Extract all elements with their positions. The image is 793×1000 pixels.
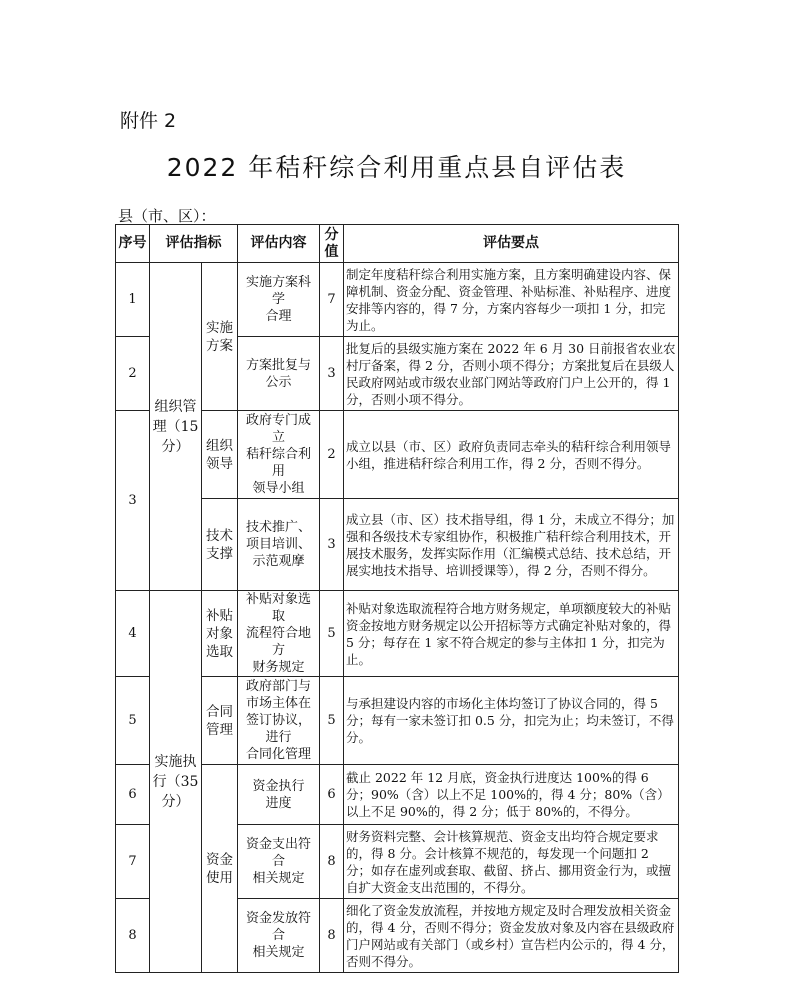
subcategory-plan: 实施方案 bbox=[202, 263, 238, 411]
row-requirement: 成立县（市、区）技术指导组，得 1 分，未成立不得分；加强和各级技术专家组协作，积极推广秸秆综合利用技术，开展技术服务，发挥实际作用（汇编模式总结、技术总结，开展实地技术指导、培训授课等），得 2 分，否则不得分。 bbox=[344, 499, 679, 591]
content-line: 合理 bbox=[265, 309, 292, 324]
content-line: 方案批复与 bbox=[245, 357, 311, 373]
content-line: 实施方案科学 bbox=[245, 275, 311, 307]
content-line: 签订协议，进行 bbox=[245, 713, 311, 745]
header-indicator: 评估指标 bbox=[150, 225, 238, 263]
content-line: 示范观摩 bbox=[252, 554, 305, 569]
row-seq: 4 bbox=[116, 591, 150, 677]
document-title: 2022 年秸秆综合利用重点县自评估表 bbox=[166, 153, 627, 182]
row-seq: 6 bbox=[116, 765, 150, 825]
row-content bbox=[238, 677, 320, 765]
row-seq: 7 bbox=[116, 825, 150, 899]
row-requirement: 批复后的县级实施方案在 2022 年 6 月 30 日前报省农业农村厅备案，得 2 分，否则小项不得分；方案批复后在县级人民政府网站或市级农业部门网站等政府门户上公开的，得 1 分，否则小项不得分。 bbox=[344, 337, 679, 411]
row-content bbox=[238, 337, 320, 411]
row-seq: 5 bbox=[116, 677, 150, 765]
header-content: 评估内容 bbox=[238, 225, 320, 263]
subcategory-contract: 合同管理 bbox=[202, 677, 238, 765]
content-line: 领导小组 bbox=[252, 481, 305, 496]
row-score: 7 bbox=[320, 263, 344, 337]
row-content bbox=[238, 411, 320, 499]
row-content bbox=[238, 591, 320, 677]
content-line: 合同化管理 bbox=[245, 747, 311, 762]
table-row bbox=[116, 591, 679, 677]
content-line: 项目培训、 bbox=[245, 537, 311, 552]
subcategory-fund: 资金使用 bbox=[202, 765, 238, 973]
row-requirement: 财务资料完整、会计核算规范、资金支出均符合规定要求的，得 8 分。会计核算不规范的，每发现一个问题扣 2 分；如存在虚列或套取、截留、挤占、挪用资金行为，或擅自扩大资金支出范围的，不得分。 bbox=[344, 825, 679, 899]
content-line: 补贴对象选取 bbox=[245, 592, 311, 624]
content-line: 资金支出符合 bbox=[245, 837, 311, 869]
subcategory-lead: 组织领导 bbox=[202, 411, 238, 499]
content-line: 政府部门与 bbox=[245, 679, 311, 694]
header-seq: 序号 bbox=[116, 225, 150, 263]
content-line: 进度 bbox=[265, 795, 292, 811]
content-line: 财务规定 bbox=[252, 660, 305, 675]
row-score: 8 bbox=[320, 899, 344, 973]
content-line: 相关规定 bbox=[252, 871, 305, 886]
content-line: 相关规定 bbox=[252, 945, 305, 960]
row-content bbox=[238, 263, 320, 337]
evaluation-table bbox=[115, 224, 679, 973]
row-content bbox=[238, 825, 320, 899]
content-line: 技术推广、 bbox=[245, 520, 311, 535]
row-seq: 3 bbox=[116, 411, 150, 591]
row-requirement: 补贴对象选取流程符合地方财务规定，单项额度较大的补贴资金按地方财务规定以公开招标等方式确定补贴对象的，得 5 分；每存在 1 家不符合规定的参与主体扣 1 分，扣完为止。 bbox=[344, 591, 679, 677]
row-score: 5 bbox=[320, 591, 344, 677]
content-line: 资金发放符合 bbox=[245, 911, 311, 943]
row-content bbox=[238, 499, 320, 591]
row-score: 8 bbox=[320, 825, 344, 899]
row-content bbox=[238, 899, 320, 973]
subcategory-tech: 技术支撑 bbox=[202, 499, 238, 591]
content-line: 秸秆综合利用 bbox=[245, 447, 311, 479]
row-seq: 2 bbox=[116, 337, 150, 411]
row-score: 5 bbox=[320, 677, 344, 765]
content-line: 流程符合地方 bbox=[245, 626, 311, 658]
subcategory-subsidy: 补贴对象选取 bbox=[202, 591, 238, 677]
table-row bbox=[116, 263, 679, 337]
row-seq: 8 bbox=[116, 899, 150, 973]
content-line: 公示 bbox=[265, 374, 292, 390]
content-line: 资金执行 bbox=[252, 778, 305, 794]
row-requirement: 制定年度秸秆综合利用实施方案，且方案明确建设内容、保障机制、资金分配、资金管理、补贴标准、补贴程序、进度安排等内容的，得 7 分，方案内容每少一项扣 1 分，扣完为止。 bbox=[344, 263, 679, 337]
row-requirement: 成立以县（市、区）政府负责同志牵头的秸秆综合利用领导小组，推进秸秆综合利用工作，得 2 分，否则不得分。 bbox=[344, 411, 679, 499]
row-score: 3 bbox=[320, 499, 344, 591]
content-line: 政府专门成立 bbox=[245, 413, 311, 445]
row-seq: 1 bbox=[116, 263, 150, 337]
header-row bbox=[116, 225, 679, 263]
row-score: 2 bbox=[320, 411, 344, 499]
row-requirement: 细化了资金发放流程，并按地方规定及时合理发放相关资金的，得 4 分，否则不得分；资金发放对象及内容在县级政府门户网站或有关部门（或乡村）宣告栏内公示的，得 4 分，否则不得分。 bbox=[344, 899, 679, 973]
category-org: 组织管理（15 分） bbox=[150, 263, 202, 591]
category-impl: 实施执行（35 分） bbox=[150, 591, 202, 973]
header-requirements: 评估要点 bbox=[344, 225, 679, 263]
row-score: 6 bbox=[320, 765, 344, 825]
row-score: 3 bbox=[320, 337, 344, 411]
header-score: 分值 bbox=[320, 225, 344, 263]
attachment-label: 附件 2 bbox=[120, 110, 177, 132]
row-requirement: 与承担建设内容的市场化主体均签订了协议合同的，得 5 分；每有一家未签订扣 0.5 分，扣完为止；均未签订，不得分。 bbox=[344, 677, 679, 765]
county-label: 县（市、区）： bbox=[118, 207, 216, 225]
row-content bbox=[238, 765, 320, 825]
row-requirement: 截止 2022 年 12 月底，资金执行进度达 100%的得 6 分；90%（含）以上不足 100%的，得 4 分；80%（含）以上不足 90%的，得 2 分；低于 80%的，不得分。 bbox=[344, 765, 679, 825]
content-line: 市场主体在 bbox=[245, 696, 311, 711]
